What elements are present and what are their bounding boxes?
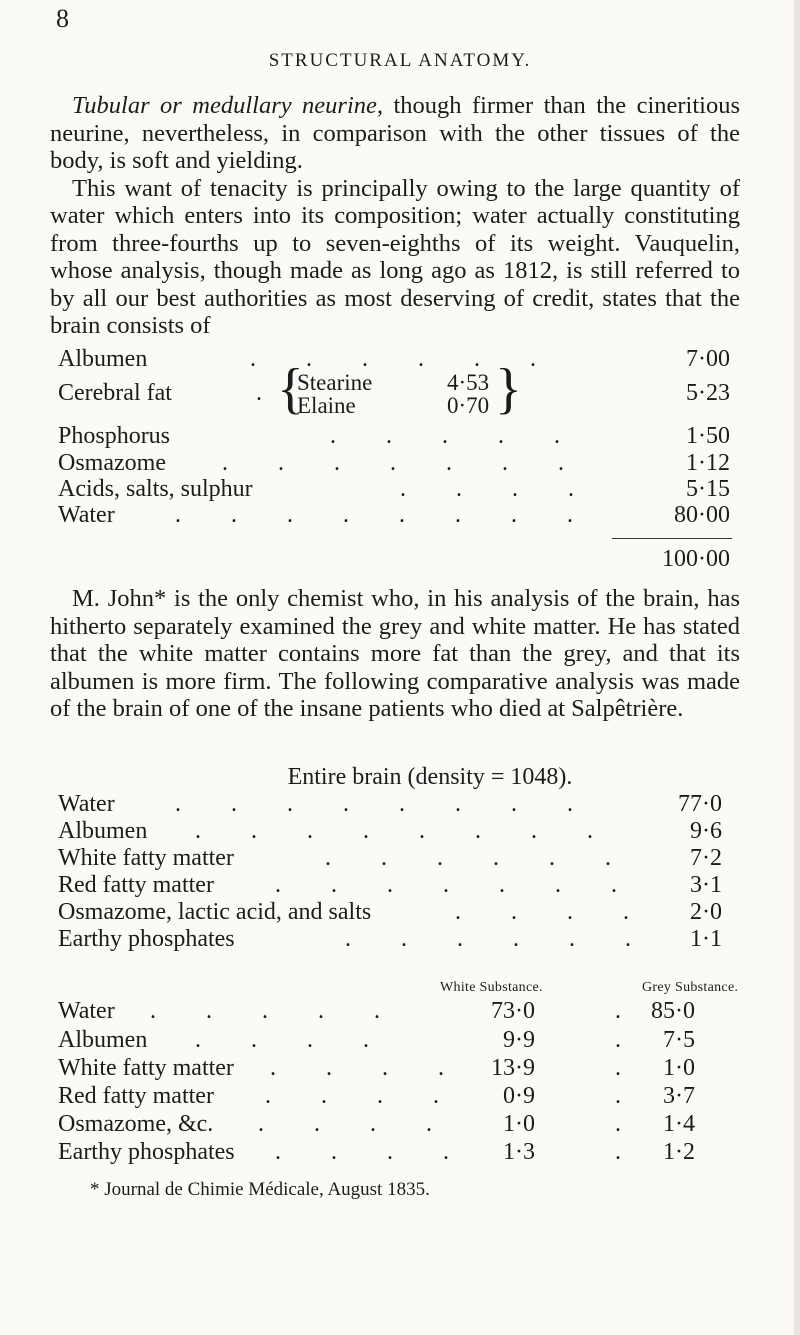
intro-paragraph [50, 92, 740, 340]
row-label: Cerebral fat [58, 380, 172, 406]
row-label: Earthy phosphates [58, 1139, 235, 1165]
grey-value: 1·0 [663, 1055, 695, 1081]
row-value: 2·0 [690, 899, 722, 925]
col-head-white: White Substance. [440, 980, 543, 995]
row-label: Osmazome, &c. [58, 1111, 214, 1137]
row-label: Earthy phosphates [58, 926, 235, 952]
col-head-grey: Grey Substance. [642, 980, 739, 995]
row-label: Acids, salts, sulphur [58, 476, 253, 502]
row-label: Red fatty matter [58, 872, 214, 898]
right-brace: } [495, 358, 522, 420]
white-value: 9·9 [503, 1027, 535, 1053]
sum-rule [612, 538, 732, 539]
left-brace: { [277, 358, 304, 420]
second-paragraph [50, 585, 740, 723]
footnote: * Journal de Chimie Médicale, August 1835. [90, 1179, 430, 1200]
row-value: 1·50 [686, 423, 730, 449]
total-value: 100·00 [662, 546, 730, 572]
row-value: 1·1 [690, 926, 722, 952]
sub-value: 0·70 [447, 393, 490, 418]
sub-value: 4·53 [447, 370, 490, 395]
page-number: 8 [56, 4, 69, 33]
running-head: STRUCTURAL ANATOMY. [268, 50, 532, 71]
sub-label: Stearine [297, 370, 373, 395]
row-label: Osmazome, lactic acid, and salts [58, 899, 372, 925]
grey-value: 7·5 [663, 1027, 695, 1053]
intro-text-1: though firmer than the cineritious neurine, nevertheless, in comparison with the other tissues of the body, is soft and yielding. [50, 92, 740, 174]
row-label: Albumen [58, 1027, 148, 1053]
grey-value: 3·7 [663, 1083, 695, 1109]
row-value: 7·00 [686, 346, 730, 372]
page-edge [794, 0, 800, 1335]
row-value: 7·2 [690, 845, 722, 871]
row-label: Albumen [58, 818, 148, 844]
row-value: 5·23 [686, 380, 730, 406]
row-label: Red fatty matter [58, 1083, 214, 1109]
intro-text-2: This want of tenacity is principally owing to the large quantity of water which enters into its composition; water actually constituting from three-fourths up to seven-eighths of its weight. Vauquelin, whose analysis, though made as long ago as 1812, is still referred to by all our best authorities as most deserving of credit, states that the brain consists of [50, 174, 740, 339]
para2-text: M. John* is the only chemist who, in his analysis of the brain, has hitherto separately examined the grey and white matter. He has stated that the white matter contains more fat than the grey, and that its albumen is more firm. The following comparative analysis was made of the brain of one of the insane patients who died at Salpêtrière. [50, 585, 740, 722]
row-value: 9·6 [690, 818, 722, 844]
white-value: 0·9 [503, 1083, 535, 1109]
row-value: 5·15 [686, 476, 730, 502]
sub-label: Elaine [297, 393, 356, 418]
row-label: Water [58, 791, 115, 817]
white-value: 1·0 [503, 1111, 535, 1137]
book-page: 8 STRUCTURAL ANATOMY. Tubular or medullary neurine, though firmer than the cineritious neurine, nevertheless, in comparison with the other tissues of the body, is soft and yielding. This want of tenacity is principally owing to the large quantity of water which enters into its composition; water actually constituting from three-fourths up to seven-eighths of its weight. Vauquelin, whose analysis, though made as long ago as 1812, is still referred to by all our best authorities as most deserving of credit, states that the brain consists of Albumen . . . . . . 7·00 Cerebral fat . 5·23 { Stearine 4·53 Elaine 0·70 } Phosphorus . . . . . 1·50 Osmazome . . . . . . . 1·12 Acids, salts, sulphur . . . . 5·15 Water . . . . . . . . 80·00 100·00 M. John* is the only chemist who, in his analysis of the brain, has hitherto separately examined the grey and white matter. He has stated that the white matter contains more fat than the grey, and that its albumen is more firm. The following comparative analysis was made of the brain of one of the insane patients who died at Salpêtrière. Entire brain (density = 1048). Water . . . . . . . . 77·0 Albumen . . . . . . . . 9·6 White fatty matter . . . . . . 7·2 Red fatty matter . . . . . . . 3·1 Osmazome, lactic acid, and salts . . . . 2·0 Earthy phosphates . . . . . . 1·1 White Substance. Grey Substance. Water . . . . . 73·0 . 85·0 Albumen . . . . 9·9 . 7·5 White fatty matter . . . . 13·9 . 1·0 Red fatty matter . . . . 0·9 . 3·7 Osmazome, &c. . . . . 1·0 . 1·4 Earthy phosphates . . . . 1·3 . 1·2 * Journal de Chimie Médicale, August 1835. [0, 0, 800, 1335]
row-value: 77·0 [678, 791, 722, 817]
white-value: 13·9 [491, 1055, 535, 1081]
grey-value: 1·4 [663, 1111, 695, 1137]
row-label: Phosphorus [58, 423, 171, 449]
row-value: 1·12 [686, 450, 730, 476]
row-value: 3·1 [690, 872, 722, 898]
row-label: Water [58, 502, 115, 528]
white-value: 1·3 [503, 1139, 535, 1165]
row-label: White fatty matter [58, 1055, 234, 1081]
table2-caption: Entire brain (density = 1048). [287, 764, 573, 790]
white-value: 73·0 [491, 998, 535, 1024]
grey-value: 1·2 [663, 1139, 695, 1165]
italic-term: Tubular or medullary neurine, [72, 92, 384, 119]
row-label: White fatty matter [58, 845, 234, 871]
row-label: Water [58, 998, 115, 1024]
grey-value: 85·0 [651, 998, 695, 1024]
row-value: 80·00 [674, 502, 730, 528]
row-label: Osmazome [58, 450, 166, 476]
row-label: Albumen [58, 346, 148, 372]
